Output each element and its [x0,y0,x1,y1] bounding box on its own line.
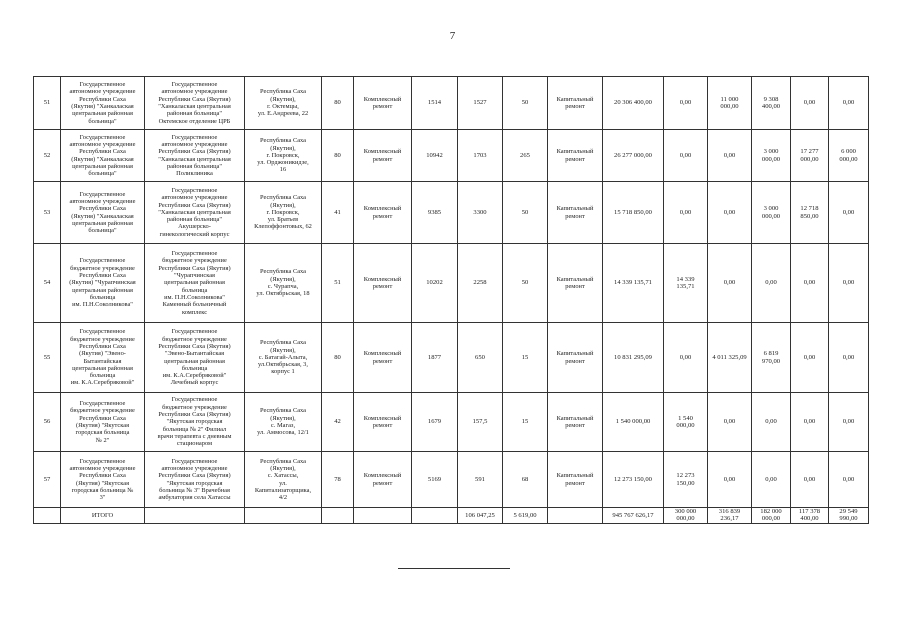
year5-cell [829,244,869,323]
work-type-text: Комплексный ремонт [363,205,402,220]
address-cell [245,130,322,182]
totals-row [34,508,869,524]
table-row [34,452,869,508]
area-repair-cell: 157,5 [458,393,503,452]
owner-cell [61,244,145,323]
table-row [34,182,869,244]
year5-value: 6 000 000,00 [839,148,858,163]
area-repair-cell: 650 [458,323,503,393]
wear-percent-cell: 80 [322,130,354,182]
work-type-cell [354,323,412,393]
year2-value: 11 000 000,00 [720,95,739,110]
year1-value: 0,00 [679,151,692,159]
table-row [34,393,869,452]
owner-text: Государственное бюджетное учреждение Республики Саха (Якутия) "Якутская городская больница № 2" [70,400,135,444]
year2-cell [708,244,752,323]
facility-cell [145,77,245,130]
owner-text: Государственное автономное учреждение Республики Саха (Якутия) "Ханкалаская центральная районная больница" [69,81,136,125]
beds-cell: 68 [503,452,548,508]
totals-year4: 117 378 400,00 [798,508,821,523]
total-cost-cell: 15 718 850,00 [603,182,664,244]
totals-year2: 316 839 236,17 [718,508,741,523]
year3-cell [752,393,791,452]
year3-cell [752,182,791,244]
year4-cell [791,452,829,508]
repair-kind-text: Капитальный ремонт [556,472,594,487]
year4-cell [791,130,829,182]
facility-text: Государственное автономное учреждение Республики Саха (Якутия) "Ханкалаская центральная районная больница" Октемское отделение ЦРБ [158,81,231,125]
year1-cell [664,393,708,452]
year1-cell [664,323,708,393]
owner-cell [61,130,145,182]
wear-percent-cell: 80 [322,323,354,393]
facility-cell [145,130,245,182]
year1-value: 0,00 [679,99,692,107]
owner-cell [61,77,145,130]
total-cost-cell: 14 339 135,71 [603,244,664,323]
year5-value: 0,00 [842,418,855,426]
totals-year1: 300 000 000,00 [674,508,697,523]
year2-cell [708,393,752,452]
year2-value: 0,00 [723,151,736,159]
address-text: Республика Саха (Якутия), г. Октемцы, ул. Е.Андреева, 22 [257,88,309,118]
address-cell [245,182,322,244]
totals-label: ИТОГО [61,508,145,524]
area-total-cell: 9385 [412,182,458,244]
year5-cell [829,182,869,244]
area-repair-cell: 591 [458,452,503,508]
wear-percent-cell: 42 [322,393,354,452]
total-cost-cell: 20 306 400,00 [603,77,664,130]
year3-cell [752,452,791,508]
address-text: Республика Саха (Якутия), г. Покровск, ул. Братьев Клепоффонтовых, 62 [254,194,312,231]
totals-empty-cell [145,508,245,524]
year3-value: 0,00 [765,418,777,426]
year3-value: 0,00 [765,475,777,483]
year2-value: 0,00 [723,279,736,287]
year4-value: 12 718 850,00 [800,205,819,220]
facility-text: Государственное бюджетное учреждение Республики Саха (Якутия) "Эвено-Бытантайская центральная районная больница им. К.А.Серебряковой" Лечебный корпус [158,328,231,387]
totals-beds: 5 619,00 [503,508,548,524]
total-cost-cell: 12 273 150,00 [603,452,664,508]
year4-cell [791,323,829,393]
repair-kind-text: Капитальный ремонт [556,275,594,290]
year3-cell [752,130,791,182]
work-type-text: Комплексный ремонт [363,95,402,110]
year5-value: 0,00 [842,475,855,483]
table-row [34,244,869,323]
year3-value: 6 819 970,00 [761,350,781,365]
address-text: Республика Саха (Якутия), с. Хатассы, ул. Капитализаторщика, 4/2 [254,457,312,502]
year1-cell [664,77,708,130]
year2-cell [708,130,752,182]
year4-value: 0,00 [803,475,816,483]
year5-cell [829,393,869,452]
row-number: 55 [34,323,61,393]
year3-value: 9 308 400,00 [761,95,781,110]
total-cost-cell: 10 831 295,09 [603,323,664,393]
area-repair-cell: 1527 [458,77,503,130]
owner-text: Государственное бюджетное учреждение Республики Саха (Якутия) "Эвено- Бытантайская центральная районная больница им. К.А.Серебряковой" [70,328,135,387]
area-total-cell: 1514 [412,77,458,130]
year2-cell [708,77,752,130]
year5-cell [829,130,869,182]
facility-text: Государственное бюджетное учреждение Республики Саха (Якутия) "Якутская городская больница № 2" Филиал врачи терапевта с дневным стационаром [157,396,232,448]
year1-value: 14 339 135,71 [676,275,695,290]
totals-empty-cell [245,508,322,524]
facility-registry-table [33,76,869,524]
address-text: Республика Саха (Якутия), с. Чурапча, ул. Октябрьская, 18 [256,268,310,298]
repair-kind-text: Капитальный ремонт [556,148,594,163]
owner-cell [61,323,145,393]
year3-value: 3 000 000,00 [761,205,781,220]
address-cell [245,244,322,323]
address-cell [245,77,322,130]
year1-cell [664,182,708,244]
year2-value: 4 011 325,09 [712,353,747,361]
address-cell [245,323,322,393]
totals-year5-cell [829,508,869,524]
year5-value: 0,00 [842,353,855,361]
row-number: 51 [34,77,61,130]
year2-value: 0,00 [723,418,736,426]
owner-cell [61,182,145,244]
year4-value: 0,00 [803,279,816,287]
work-type-text: Комплексный ремонт [363,148,402,163]
facility-text: Государственное автономное учреждение Республики Саха (Якутия) "Ханкалаская центральная районная больница" Поликлиника [158,133,231,178]
area-total-cell: 10942 [412,130,458,182]
area-repair-cell: 1703 [458,130,503,182]
totals-year3: 182 000 000,00 [760,508,782,523]
repair-kind-cell [548,452,603,508]
work-type-cell [354,393,412,452]
row-number: 57 [34,452,61,508]
table-row [34,77,869,130]
owner-text: Государственное автономное учреждение Республики Саха (Якутия) "Якутская городская больница № 3" [69,457,136,502]
area-total-cell: 1679 [412,393,458,452]
work-type-cell [354,77,412,130]
beds-cell: 50 [503,182,548,244]
facility-text: Государственное автономное учреждение Республики Саха (Якутия) "Ханкалаская центральная районная больница" Акушерско- гинекологический корпус [158,186,231,238]
totals-cost: 945 767 626,17 [603,508,664,524]
repair-kind-cell [548,182,603,244]
wear-percent-cell: 80 [322,77,354,130]
year4-cell [791,182,829,244]
address-cell [245,452,322,508]
facility-cell [145,393,245,452]
facility-text: Государственное автономное учреждение Республики Саха (Якутия) "Якутская городская больница № 3" Врачебная амбулатория села Хатассы [158,457,231,502]
totals-area: 106 047,25 [458,508,503,524]
totals-year3-cell [752,508,791,524]
area-total-cell: 5169 [412,452,458,508]
row-number: 52 [34,130,61,182]
work-type-cell [354,244,412,323]
owner-cell [61,452,145,508]
repair-kind-cell [548,244,603,323]
facility-cell [145,244,245,323]
year1-cell [664,130,708,182]
repair-kind-text: Капитальный ремонт [556,95,594,110]
wear-percent-cell: 41 [322,182,354,244]
work-type-cell [354,452,412,508]
work-type-text: Комплексный ремонт [363,275,402,290]
year2-value: 0,00 [723,475,736,483]
year1-value: 12 273 150,00 [676,472,695,487]
facility-cell [145,452,245,508]
totals-year5: 29 549 990,00 [839,508,858,523]
year4-cell [791,77,829,130]
year2-cell [708,182,752,244]
footer-divider [398,568,510,569]
total-cost-cell: 1 540 000,00 [603,393,664,452]
address-text: Республика Саха (Якутия), с. Магаз, ул. Аммосова, 12/1 [257,407,309,437]
year5-value: 0,00 [842,99,855,107]
repair-kind-text: Капитальный ремонт [556,205,594,220]
facility-cell [145,182,245,244]
address-text: Республика Саха (Якутия), с. Батагай-Алыта, ул.Октябрьская, 3, корпус 1 [258,339,308,376]
year4-value: 0,00 [803,99,816,107]
year4-value: 17 277 000,00 [800,148,819,163]
address-text: Республика Саха (Якутия), г. Покровск, ул. Орджоникидзе, 16 [257,137,309,174]
year1-value: 1 540 000,00 [676,414,695,429]
year5-cell [829,323,869,393]
year1-cell [664,452,708,508]
totals-year1-cell [664,508,708,524]
area-repair-cell: 3300 [458,182,503,244]
year5-cell [829,452,869,508]
year3-value: 3 000 000,00 [761,148,781,163]
totals-empty-cell [34,508,61,524]
owner-text: Государственное автономное учреждение Республики Саха (Якутия) "Ханкалаская центральная районная больница" [69,133,136,178]
row-number: 56 [34,393,61,452]
year3-cell [752,77,791,130]
work-type-text: Комплексный ремонт [363,350,402,365]
beds-cell: 15 [503,393,548,452]
work-type-cell [354,182,412,244]
beds-cell: 50 [503,77,548,130]
year4-cell [791,393,829,452]
year5-value: 0,00 [842,208,855,216]
row-number: 54 [34,244,61,323]
totals-empty-cell [354,508,412,524]
wear-percent-cell: 51 [322,244,354,323]
row-number: 53 [34,182,61,244]
year3-value: 0,00 [765,279,777,287]
wear-percent-cell: 78 [322,452,354,508]
repair-kind-text: Капитальный ремонт [556,350,594,365]
year4-value: 0,00 [803,418,816,426]
work-type-text: Комплексный ремонт [363,414,402,429]
totals-year2-cell [708,508,752,524]
facility-cell [145,323,245,393]
table-row [34,130,869,182]
area-total-cell: 1877 [412,323,458,393]
table-row [34,323,869,393]
year1-value: 0,00 [679,208,692,216]
year5-cell [829,77,869,130]
beds-cell: 265 [503,130,548,182]
totals-empty-cell [412,508,458,524]
repair-kind-cell [548,130,603,182]
area-repair-cell: 2258 [458,244,503,323]
work-type-cell [354,130,412,182]
year2-value: 0,00 [723,208,736,216]
totals-empty-cell [322,508,354,524]
year5-value: 0,00 [842,279,855,287]
year2-cell [708,452,752,508]
repair-kind-cell [548,77,603,130]
owner-text: Государственное автономное учреждение Республики Саха (Якутия) "Ханкалаская центральная районная больница" [69,190,136,235]
work-type-text: Комплексный ремонт [363,472,402,487]
year3-cell [752,323,791,393]
facility-text: Государственное бюджетное учреждение Республики Саха (Якутия) "Чурапчинская центральная районная больница им. П.Н.Соколникова" Каменный больничный комплекс [158,250,231,316]
repair-kind-cell [548,393,603,452]
page-number: 7 [449,30,456,42]
repair-kind-cell [548,323,603,393]
year4-value: 0,00 [803,353,816,361]
owner-cell [61,393,145,452]
repair-kind-text: Капитальный ремонт [556,414,594,429]
year2-cell [708,323,752,393]
year4-cell [791,244,829,323]
beds-cell: 15 [503,323,548,393]
totals-year4-cell [791,508,829,524]
year3-cell [752,244,791,323]
area-total-cell: 10202 [412,244,458,323]
owner-text: Государственное бюджетное учреждение Республики Саха (Якутия) "Чурапчинская центральная районная больница им. П.Н.Соколникова" [69,257,136,309]
total-cost-cell: 26 277 000,00 [603,130,664,182]
year1-value: 0,00 [679,353,692,361]
year1-cell [664,244,708,323]
address-cell [245,393,322,452]
beds-cell: 50 [503,244,548,323]
totals-empty-cell [548,508,603,524]
